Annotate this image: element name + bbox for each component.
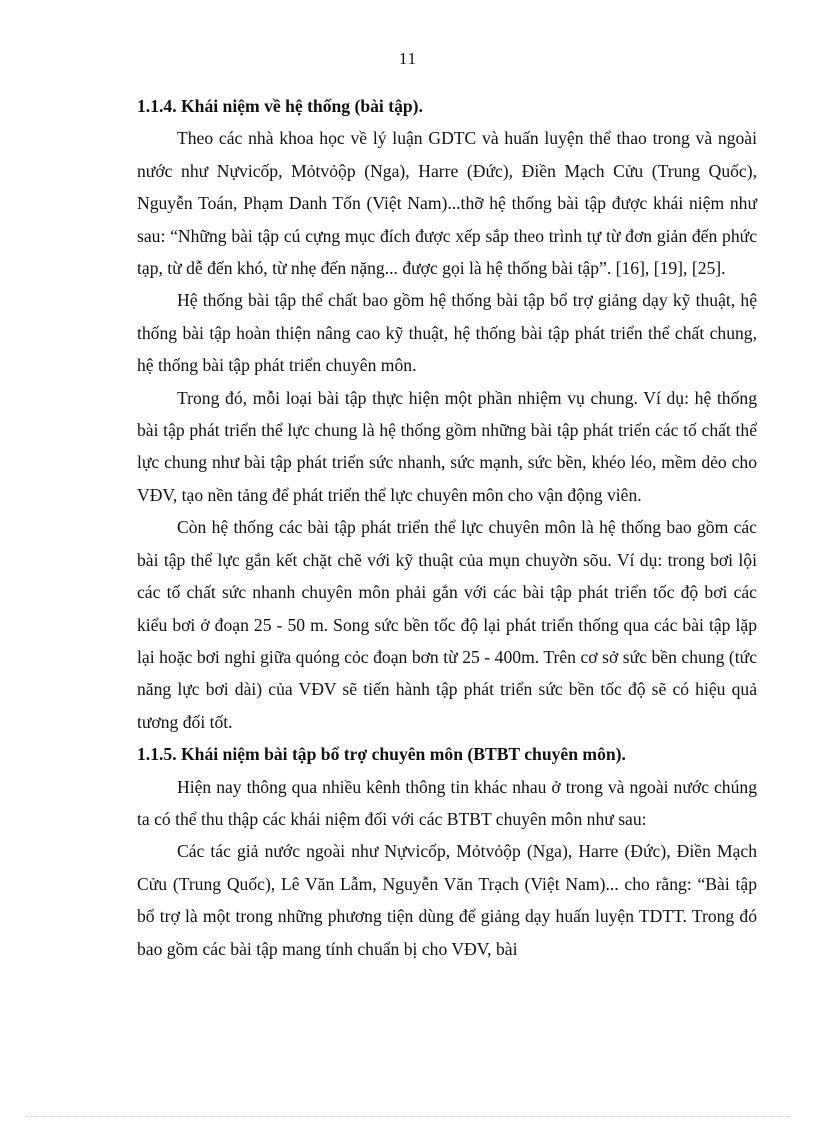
paragraph: Hệ thống bài tập thể chất bao gồm hệ thống bài tập bổ trợ giảng dạy kỹ thuật, hệ thống bài tập hoàn thiện nâng cao kỹ thuật, hệ thống bài tập phát triển thể chất chung, hệ thống bài tập phát triển chuyên môn. [137, 290, 757, 376]
document-body [137, 90, 757, 965]
section-heading-1-1-5: 1.1.5. Khái niệm bài tập bổ trợ chuyên môn (BTBT chuyên môn). [137, 744, 626, 765]
paragraph: Hiện nay thông qua nhiều kênh thông tin khác nhau ở trong và ngoài nước chúng ta có thể thu thập các khái niệm đối với các BTBT chuyên môn như sau: [137, 776, 757, 829]
paragraph: Trong đó, mỗi loại bài tập thực hiện một phần nhiệm vụ chung. Ví dụ: hệ thống bài tập phát triển thể lực chung là hệ thống gồm những bài tập phát triển các tố chất thể lực chung như bài tập phát triển sức nhanh, sức mạnh, sức bền, khéo léo, mềm dẻo cho VĐV, tạo nền tảng để phát triển thể lực chuyên môn cho vận động viên. [137, 387, 757, 505]
paragraph: Theo các nhà khoa học về lý luận GDTC và huấn luyện thể thao trong và ngoài nước như Nựvicốp, Mỏtvỏộp (Nga), Harre (Đức), Điền Mạch Cửu (Trung Quốc), Nguyễn Toán, Phạm Danh Tốn (Việt Nam)...thỡ hệ thống bài tập được khái niệm như sau: “Những bài tập cú cựng mục đích được xếp sắp theo trình tự từ đơn giản đến phức tạp, từ dễ đến khó, từ nhẹ đến nặng... được gọi là hệ thống bài tập”. [16], [19], [25]. [137, 128, 757, 279]
paragraph: Các tác giả nước ngoài như Nựvicốp, Mỏtvỏộp (Nga), Harre (Đức), Điền Mạch Cửu (Trung Quốc), Lê Văn Lẫm, Nguyễn Văn Trạch (Việt Nam)... cho rằng: “Bài tập bổ trợ là một trong những phương tiện dùng để giảng dạy huấn luyện TDTT. Trong đó bao gồm các bài tập mang tính chuẩn bị cho VĐV, bài [137, 841, 757, 959]
paragraph: Còn hệ thống các bài tập phát triển thể lực chuyên môn là hệ thống bao gồm các bài tập thể lực gắn kết chặt chẽ với kỹ thuật của mụn chuyờn sõu. Ví dụ: trong bơi lội các tố chất sức nhanh chuyên môn phải gắn với các bài tập phát triển tốc độ bơi các kiểu bơi ở đoạn 25 - 50 m. Song sức bền tốc độ lại phát triển thống qua các bài tập lặp lại hoặc bơi nghỉ giữa quóng cỏc đoạn bơn từ 25 - 400m. Trên cơ sở sức bền chung (tức năng lực bơi dài) của VĐV sẽ tiến hành tập phát triển sức bền tốc độ sẽ có hiệu quả tương đối tốt. [137, 517, 757, 732]
page-number: 11 [398, 49, 418, 68]
section-heading-1-1-4: 1.1.4. Khái niệm về hệ thống (bài tập). [137, 96, 423, 116]
page-bottom-divider [26, 1116, 790, 1117]
